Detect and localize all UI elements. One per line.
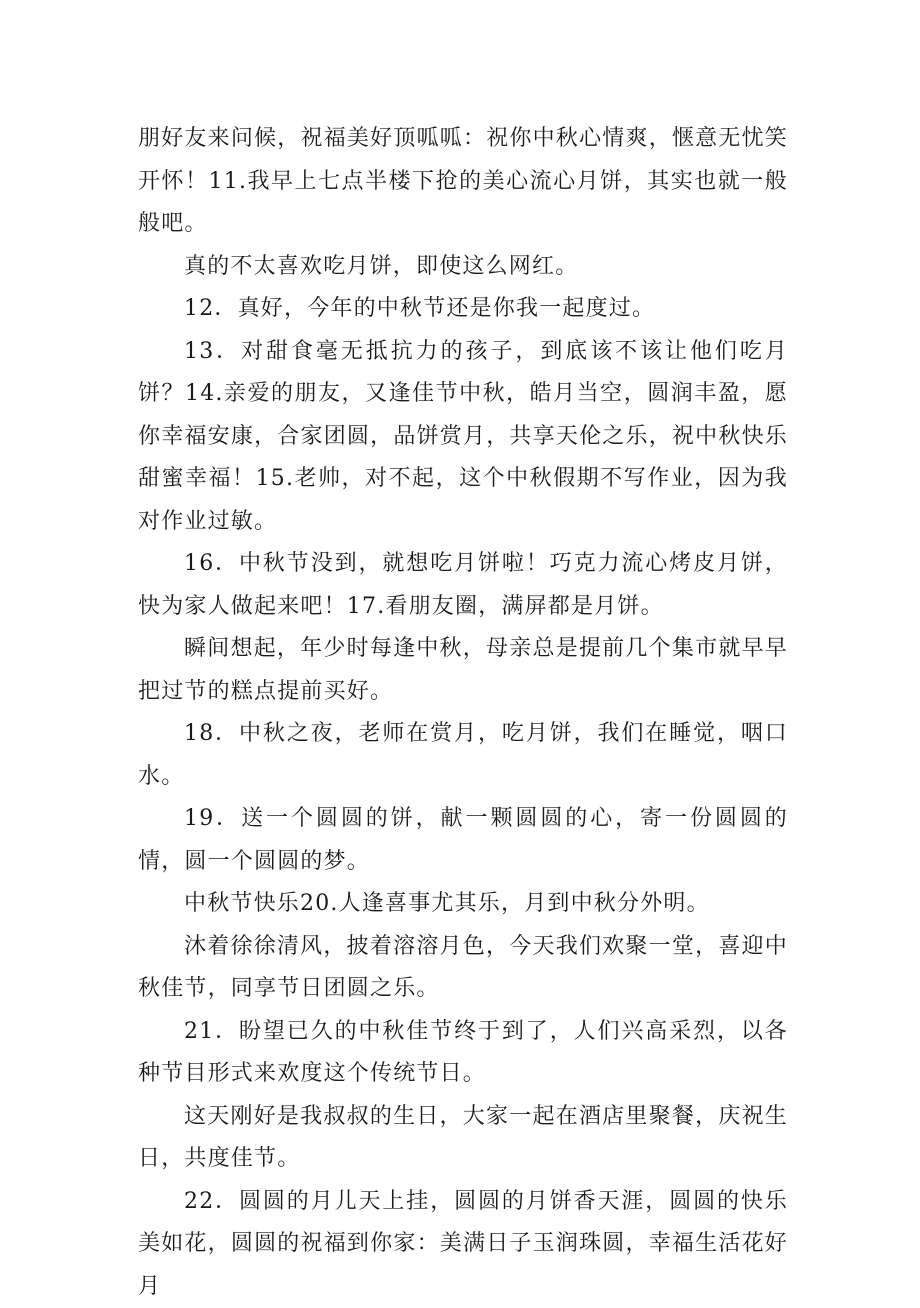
paragraph: 21．盼望已久的中秋佳节终于到了，人们兴高采烈，以各种节目形式来欢度这个传统节日。 bbox=[138, 1011, 788, 1096]
paragraph: 22．圆圆的月儿天上挂，圆圆的月饼香天涯，圆圆的快乐美如花，圆圆的祝福到你家：美满日子玉润珠圆，幸福生活花好月 bbox=[138, 1181, 788, 1308]
paragraph: 18．中秋之夜，老师在赏月，吃月饼，我们在睡觉，咽口水。 bbox=[138, 713, 788, 798]
paragraph: 瞬间想起，年少时每逢中秋，母亲总是提前几个集市就早早把过节的糕点提前买好。 bbox=[138, 628, 788, 713]
paragraph: 16．中秋节没到，就想吃月饼啦！巧克力流心烤皮月饼，快为家人做起来吧！17.看朋友圈，满屏都是月饼。 bbox=[138, 543, 788, 628]
paragraph: 沐着徐徐清风，披着溶溶月色，今天我们欢聚一堂，喜迎中秋佳节，同享节日团圆之乐。 bbox=[138, 926, 788, 1011]
paragraph: 这天刚好是我叔叔的生日，大家一起在酒店里聚餐，庆祝生日，共度佳节。 bbox=[138, 1096, 788, 1181]
paragraph: 12．真好，今年的中秋节还是你我一起度过。 bbox=[138, 288, 788, 331]
paragraph: 朋好友来问候，祝福美好顶呱呱：祝你中秋心情爽，惬意无忧笑开怀！11.我早上七点半楼下抢的美心流心月饼，其实也就一般般吧。 bbox=[138, 118, 788, 246]
body-text bbox=[138, 118, 788, 1308]
paragraph: 中秋节快乐20.人逢喜事尤其乐，月到中秋分外明。 bbox=[138, 883, 788, 926]
paragraph: 19．送一个圆圆的饼，献一颗圆圆的心，寄一份圆圆的情，圆一个圆圆的梦。 bbox=[138, 798, 788, 883]
paragraph: 真的不太喜欢吃月饼，即使这么网红。 bbox=[138, 246, 788, 289]
paragraph: 13．对甜食毫无抵抗力的孩子，到底该不该让他们吃月饼？14.亲爱的朋友，又逢佳节中秋，皓月当空，圆润丰盈，愿你幸福安康，合家团圆，品饼赏月，共享天伦之乐，祝中秋快乐甜蜜幸福！15.老帅，对不起，这个中秋假期不写作业，因为我对作业过敏。 bbox=[138, 331, 788, 544]
